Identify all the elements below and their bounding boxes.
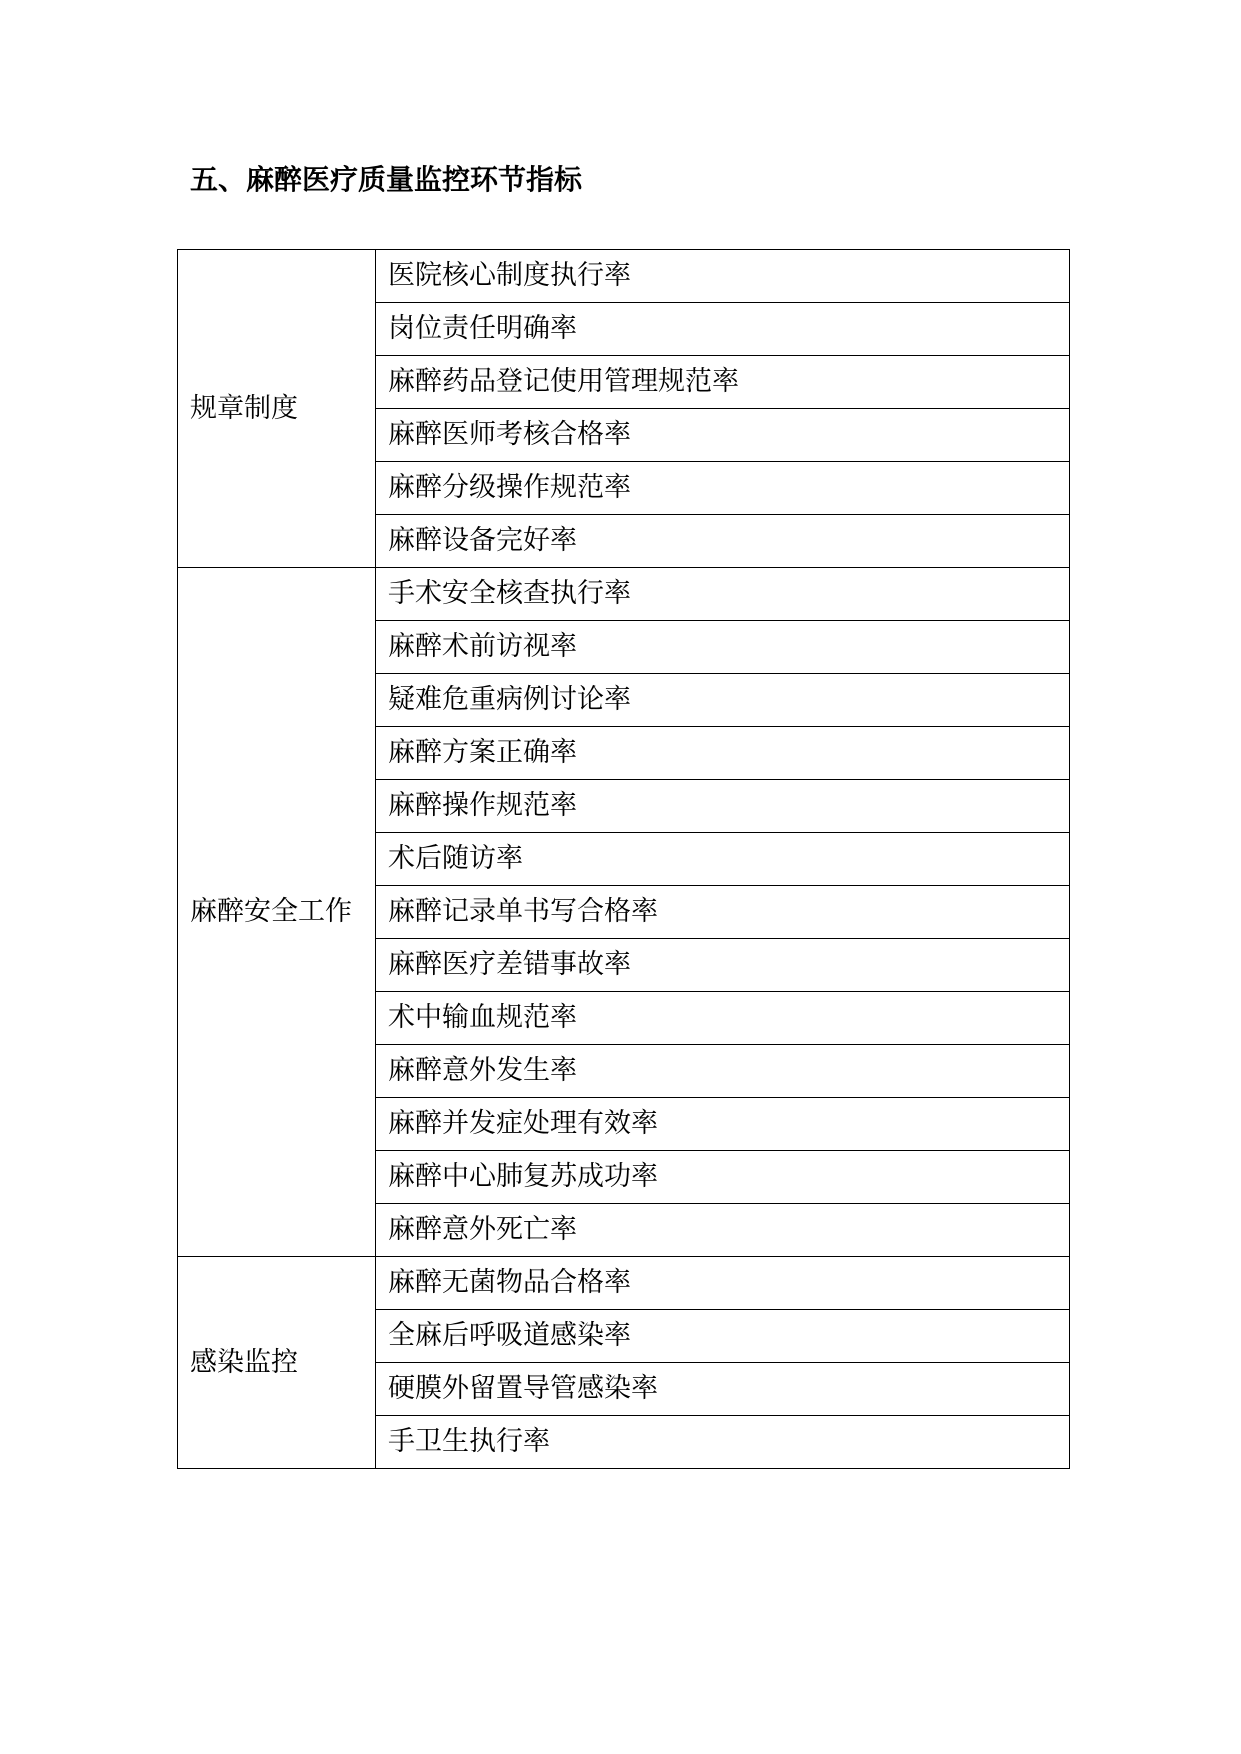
indicator-item: 麻醉术前访视率 — [376, 621, 1070, 674]
indicator-table — [177, 249, 1070, 1469]
indicator-item: 麻醉中心肺复苏成功率 — [376, 1151, 1070, 1204]
indicator-item: 麻醉药品登记使用管理规范率 — [376, 356, 1070, 409]
category-cell: 麻醉安全工作 — [178, 568, 376, 1257]
indicator-item: 麻醉医师考核合格率 — [376, 409, 1070, 462]
indicator-item: 麻醉并发症处理有效率 — [376, 1098, 1070, 1151]
category-cell: 规章制度 — [178, 250, 376, 568]
indicator-item: 术后随访率 — [376, 833, 1070, 886]
indicator-item: 术中输血规范率 — [376, 992, 1070, 1045]
table-row — [178, 1257, 1070, 1310]
indicator-item: 麻醉分级操作规范率 — [376, 462, 1070, 515]
indicator-item: 麻醉意外发生率 — [376, 1045, 1070, 1098]
indicator-item: 麻醉无菌物品合格率 — [376, 1257, 1070, 1310]
indicator-item: 麻醉设备完好率 — [376, 515, 1070, 568]
indicator-item: 麻醉操作规范率 — [376, 780, 1070, 833]
category-cell: 感染监控 — [178, 1257, 376, 1469]
indicator-item: 手卫生执行率 — [376, 1416, 1070, 1469]
indicator-item: 麻醉方案正确率 — [376, 727, 1070, 780]
indicator-item: 麻醉意外死亡率 — [376, 1204, 1070, 1257]
table-row — [178, 250, 1070, 303]
indicator-item: 麻醉记录单书写合格率 — [376, 886, 1070, 939]
indicator-item: 岗位责任明确率 — [376, 303, 1070, 356]
indicator-item: 硬膜外留置导管感染率 — [376, 1363, 1070, 1416]
table-row — [178, 568, 1070, 621]
indicator-item: 手术安全核查执行率 — [376, 568, 1070, 621]
page-title: 五、麻醉医疗质量监控环节指标 — [190, 163, 583, 196]
indicator-item: 麻醉医疗差错事故率 — [376, 939, 1070, 992]
indicator-item: 全麻后呼吸道感染率 — [376, 1310, 1070, 1363]
indicator-item: 医院核心制度执行率 — [376, 250, 1070, 303]
indicator-item: 疑难危重病例讨论率 — [376, 674, 1070, 727]
